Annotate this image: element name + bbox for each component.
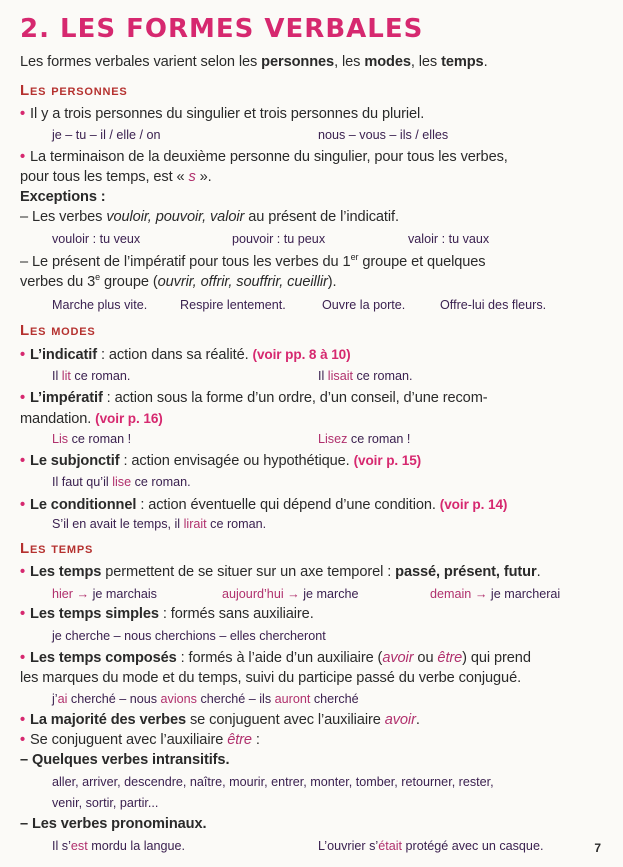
page-reference: (voir p. 15) [353,453,422,468]
pronominaux-label: – Les verbes pronominaux. [20,816,207,832]
mode-imperatif-line1: • L’impératif : action sous la forme d’un ordre, d’un conseil, d’une recom- [20,390,488,406]
bullet-icon: • [20,390,26,406]
bullet-icon: • [20,564,26,580]
example-valoir: valoir : tu vaux [408,232,490,246]
majorite-verbes: • La majorité des verbes se conjuguent avec l’auxiliaire avoir. [20,712,420,728]
personnes-p1: • Il y a trois personnes du singulier et trois personnes du pluriel. [20,106,425,122]
exception-2-line1: – Le présent de l’impératif pour tous les verbes du 1er groupe et quelques [20,252,486,270]
bullet-icon: • [20,497,26,513]
bullet-icon: • [20,650,26,666]
temps-composes-line1: • Les temps composés : formés à l’aide d’un auxiliaire (avoir ou être) qui prend [20,650,531,666]
example-conditionnel: S’il en avait le temps, il lirait ce roman. [52,517,267,531]
page-number: 7 [594,841,601,855]
arrow-right-icon: → [76,587,90,601]
example-marche: Marche plus vite. [52,298,148,312]
section-heading-personnes: Les personnes [20,82,128,99]
exception-2-line2: verbes du 3e groupe (ouvrir, offrir, souffrir, cueillir). [20,272,337,290]
example-pouvoir: pouvoir : tu peux [232,232,326,246]
page-reference: (voir p. 16) [95,411,163,426]
arrow-right-icon: → [287,587,300,601]
mode-imperatif-line2: mandation. (voir p. 16) [20,411,163,427]
bullet-icon: • [20,347,26,363]
temps-p1: • Les temps permettent de se situer sur un axe temporel : passé, présent, futur. [20,564,541,580]
personnes-p2-line1: • La terminaison de la deuxième personne du singulier, pour tous les verbes, [20,149,508,165]
exception-1: – Les verbes vouloir, pouvoir, valoir au présent de l’indicatif. [20,209,399,225]
bullet-icon: • [20,606,26,622]
example-pluriel: nous – vous – ils / elles [318,128,449,142]
axis-hier: hier → je marchais [52,587,157,601]
temps-composes-line2: les marques du mode et du temps, suivi du participe passé du verbe conjugué. [20,670,522,686]
auxiliaire-etre: • Se conjuguent avec l’auxiliaire être : [20,732,260,748]
personnes-p2-line2: pour tous les temps, est « s ». [20,169,212,185]
intransitifs-list-line1: aller, arriver, descendre, naître, mourir, entrer, monter, tomber, retourner, rester, [52,775,494,789]
mode-indicatif: • L’indicatif : action dans sa réalité. (voir pp. 8 à 10) [20,347,351,363]
bullet-icon: • [20,453,26,469]
page-reference: (voir pp. 8 à 10) [252,347,351,362]
example-pronominal-1: Il s’est mordu la langue. [52,839,186,853]
bullet-icon: • [20,712,26,728]
intro-paragraph: Les formes verbales varient selon les personnes, les modes, les temps. [20,54,488,70]
bullet-icon: • [20,106,26,122]
arrow-right-icon: → [474,587,488,601]
example-offre: Offre-lui des fleurs. [440,298,547,312]
example-imperatif-singulier: Lis ce roman ! [52,432,132,446]
example-subjonctif: Il faut qu’il lise ce roman. [52,475,191,489]
mode-subjonctif: • Le subjonctif : action envisagée ou hypothétique. (voir p. 15) [20,453,422,469]
bullet-icon: • [20,149,26,165]
example-temps-simples: je cherche – nous cherchions – elles chercheront [52,629,326,643]
example-vouloir: vouloir : tu veux [52,232,141,246]
intransitifs-list-line2: venir, sortir, partir... [52,796,159,810]
example-indicatif-imparfait: Il lisait ce roman. [318,369,413,383]
intransitifs-label: – Quelques verbes intransitifs. [20,752,230,768]
example-pronominal-2: L’ouvrier s’était protégé avec un casque. [318,839,544,853]
example-imperatif-pluriel: Lisez ce roman ! [318,432,411,446]
example-singulier: je – tu – il / elle / on [52,128,161,142]
page-reference: (voir p. 14) [439,497,508,512]
bullet-icon: • [20,732,26,748]
section-heading-modes: Les modes [20,322,96,339]
mode-conditionnel: • Le conditionnel : action éventuelle qui dépend d’une condition. (voir p. 14) [20,497,508,513]
example-ouvre: Ouvre la porte. [322,298,406,312]
temps-simples: • Les temps simples : formés sans auxiliaire. [20,606,314,622]
axis-demain: demain → je marcherai [430,587,561,601]
section-heading-temps: Les temps [20,540,94,557]
page-title: 2. LES FORMES VERBALES [20,14,424,44]
exceptions-label: Exceptions : [20,189,106,205]
example-indicatif-present: Il lit ce roman. [52,369,131,383]
axis-aujourdhui: aujourd’hui → je marche [222,587,359,601]
example-temps-composes: j’ai cherché – nous avions cherché – ils auront cherché [52,692,359,706]
example-respire: Respire lentement. [180,298,286,312]
